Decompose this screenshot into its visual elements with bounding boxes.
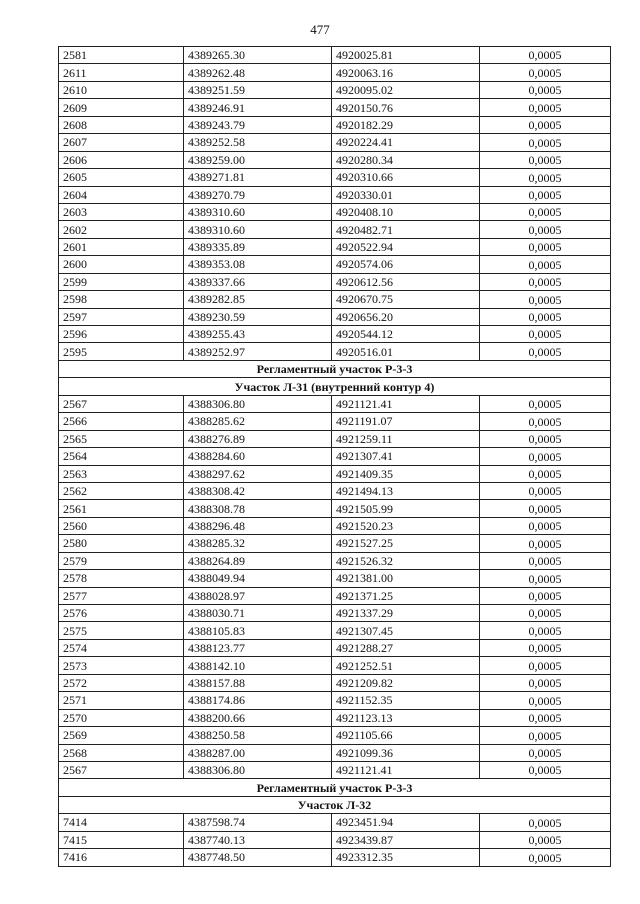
accuracy-cell: 0,0005 [480, 727, 611, 744]
x-coordinate-cell: 4389335.89 [184, 238, 332, 255]
y-coordinate-cell: 4920063.16 [332, 64, 480, 81]
x-coordinate-cell: 4389252.58 [184, 134, 332, 151]
table-row [59, 482, 611, 499]
table-row [59, 308, 611, 325]
point-number-cell: 7415 [59, 831, 184, 848]
point-number-cell: 2581 [59, 47, 184, 64]
accuracy-cell: 0,0005 [480, 256, 611, 273]
accuracy-cell: 0,0005 [480, 639, 611, 656]
y-coordinate-cell: 4921505.99 [332, 500, 480, 517]
x-coordinate-cell: 4389282.85 [184, 291, 332, 308]
point-number-cell: 2562 [59, 482, 184, 499]
table-row [59, 343, 611, 360]
y-coordinate-cell: 4921381.00 [332, 570, 480, 587]
point-number-cell: 2575 [59, 622, 184, 639]
x-coordinate-cell: 4389243.79 [184, 116, 332, 133]
point-number-cell: 2569 [59, 727, 184, 744]
y-coordinate-cell: 4920095.02 [332, 81, 480, 98]
y-coordinate-cell: 4920150.76 [332, 99, 480, 116]
accuracy-cell: 0,0005 [480, 273, 611, 290]
y-coordinate-cell: 4921191.07 [332, 413, 480, 430]
y-coordinate-cell: 4921520.23 [332, 517, 480, 534]
x-coordinate-cell: 4388296.48 [184, 517, 332, 534]
accuracy-cell: 0,0005 [480, 674, 611, 691]
point-number-cell: 2606 [59, 151, 184, 168]
point-number-cell: 2571 [59, 692, 184, 709]
y-coordinate-cell: 4921409.35 [332, 465, 480, 482]
x-coordinate-cell: 4389270.79 [184, 186, 332, 203]
accuracy-cell: 0,0005 [480, 238, 611, 255]
x-coordinate-cell: 4389337.66 [184, 273, 332, 290]
table-row [59, 203, 611, 220]
accuracy-cell: 0,0005 [480, 169, 611, 186]
y-coordinate-cell: 4921105.66 [332, 727, 480, 744]
point-number-cell: 2567 [59, 761, 184, 778]
point-number-cell: 7416 [59, 849, 184, 866]
x-coordinate-cell: 4388105.83 [184, 622, 332, 639]
accuracy-cell: 0,0005 [480, 605, 611, 622]
point-number-cell: 2604 [59, 186, 184, 203]
x-coordinate-cell: 4388287.00 [184, 744, 332, 761]
accuracy-cell: 0,0005 [480, 395, 611, 412]
section-header-row [59, 378, 611, 395]
y-coordinate-cell: 4920544.12 [332, 326, 480, 343]
table-row [59, 570, 611, 587]
table-row [59, 186, 611, 203]
y-coordinate-cell: 4921288.27 [332, 639, 480, 656]
y-coordinate-cell: 4921494.13 [332, 482, 480, 499]
point-number-cell: 2602 [59, 221, 184, 238]
y-coordinate-cell: 4921121.41 [332, 395, 480, 412]
y-coordinate-cell: 4921337.29 [332, 605, 480, 622]
table-row [59, 238, 611, 255]
x-coordinate-cell: 4388308.42 [184, 482, 332, 499]
table-row [59, 413, 611, 430]
table-row [59, 273, 611, 290]
y-coordinate-cell: 4923312.35 [332, 849, 480, 866]
point-number-cell: 2565 [59, 430, 184, 447]
point-number-cell: 2610 [59, 81, 184, 98]
table-row [59, 639, 611, 656]
accuracy-cell: 0,0005 [480, 535, 611, 552]
y-coordinate-cell: 4921371.25 [332, 587, 480, 604]
table-row [59, 291, 611, 308]
table-row [59, 47, 611, 64]
section-header-row [59, 796, 611, 813]
accuracy-cell: 0,0005 [480, 552, 611, 569]
accuracy-cell: 0,0005 [480, 831, 611, 848]
table-row [59, 831, 611, 848]
accuracy-cell: 0,0005 [480, 744, 611, 761]
x-coordinate-cell: 4388308.78 [184, 500, 332, 517]
accuracy-cell: 0,0005 [480, 326, 611, 343]
accuracy-cell: 0,0005 [480, 134, 611, 151]
accuracy-cell: 0,0005 [480, 849, 611, 866]
y-coordinate-cell: 4923451.94 [332, 814, 480, 831]
table-row [59, 727, 611, 744]
y-coordinate-cell: 4920224.41 [332, 134, 480, 151]
x-coordinate-cell: 4389310.60 [184, 203, 332, 220]
accuracy-cell: 0,0005 [480, 221, 611, 238]
point-number-cell: 2560 [59, 517, 184, 534]
accuracy-cell: 0,0005 [480, 203, 611, 220]
accuracy-cell: 0,0005 [480, 657, 611, 674]
x-coordinate-cell: 4388174.86 [184, 692, 332, 709]
accuracy-cell: 0,0005 [480, 570, 611, 587]
x-coordinate-cell: 4389271.81 [184, 169, 332, 186]
table-row [59, 256, 611, 273]
y-coordinate-cell: 4921307.45 [332, 622, 480, 639]
table-row [59, 500, 611, 517]
accuracy-cell: 0,0005 [480, 482, 611, 499]
x-coordinate-cell: 4389265.30 [184, 47, 332, 64]
x-coordinate-cell: 4389262.48 [184, 64, 332, 81]
table-row [59, 744, 611, 761]
point-number-cell: 2595 [59, 343, 184, 360]
table-row [59, 709, 611, 726]
point-number-cell: 2598 [59, 291, 184, 308]
y-coordinate-cell: 4920310.66 [332, 169, 480, 186]
y-coordinate-cell: 4920025.81 [332, 47, 480, 64]
point-number-cell: 2607 [59, 134, 184, 151]
x-coordinate-cell: 4388264.89 [184, 552, 332, 569]
point-number-cell: 2577 [59, 587, 184, 604]
accuracy-cell: 0,0005 [480, 709, 611, 726]
point-number-cell: 2578 [59, 570, 184, 587]
point-number-cell: 2561 [59, 500, 184, 517]
table-row [59, 465, 611, 482]
table-row [59, 99, 611, 116]
section-header-row [59, 779, 611, 796]
table-row [59, 169, 611, 186]
point-number-cell: 2597 [59, 308, 184, 325]
y-coordinate-cell: 4920516.01 [332, 343, 480, 360]
point-number-cell: 2580 [59, 535, 184, 552]
accuracy-cell: 0,0005 [480, 47, 611, 64]
x-coordinate-cell: 4388285.32 [184, 535, 332, 552]
y-coordinate-cell: 4921307.41 [332, 448, 480, 465]
section-header-cell: Регламентный участок Р-3-3 [59, 779, 611, 796]
point-number-cell: 2600 [59, 256, 184, 273]
y-coordinate-cell: 4921259.11 [332, 430, 480, 447]
y-coordinate-cell: 4920656.20 [332, 308, 480, 325]
section-header-row [59, 360, 611, 377]
accuracy-cell: 0,0005 [480, 116, 611, 133]
point-number-cell: 2567 [59, 395, 184, 412]
x-coordinate-cell: 4388297.62 [184, 465, 332, 482]
table-row [59, 587, 611, 604]
point-number-cell: 2566 [59, 413, 184, 430]
y-coordinate-cell: 4920280.34 [332, 151, 480, 168]
x-coordinate-cell: 4388306.80 [184, 761, 332, 778]
accuracy-cell: 0,0005 [480, 465, 611, 482]
point-number-cell: 2596 [59, 326, 184, 343]
y-coordinate-cell: 4921526.32 [332, 552, 480, 569]
table-row [59, 814, 611, 831]
coordinates-table [58, 46, 611, 867]
point-number-cell: 2568 [59, 744, 184, 761]
accuracy-cell: 0,0005 [480, 64, 611, 81]
y-coordinate-cell: 4920670.75 [332, 291, 480, 308]
accuracy-cell: 0,0005 [480, 622, 611, 639]
accuracy-cell: 0,0005 [480, 308, 611, 325]
accuracy-cell: 0,0005 [480, 692, 611, 709]
table-row [59, 81, 611, 98]
table-row [59, 674, 611, 691]
table-row [59, 517, 611, 534]
x-coordinate-cell: 4389310.60 [184, 221, 332, 238]
y-coordinate-cell: 4921099.36 [332, 744, 480, 761]
point-number-cell: 2609 [59, 99, 184, 116]
y-coordinate-cell: 4920482.71 [332, 221, 480, 238]
x-coordinate-cell: 4388049.94 [184, 570, 332, 587]
y-coordinate-cell: 4920522.94 [332, 238, 480, 255]
y-coordinate-cell: 4921152.35 [332, 692, 480, 709]
y-coordinate-cell: 4921123.13 [332, 709, 480, 726]
table-row [59, 64, 611, 81]
section-header-cell: Участок Л-32 [59, 796, 611, 813]
accuracy-cell: 0,0005 [480, 343, 611, 360]
table-row [59, 326, 611, 343]
x-coordinate-cell: 4389255.43 [184, 326, 332, 343]
point-number-cell: 2579 [59, 552, 184, 569]
accuracy-cell: 0,0005 [480, 448, 611, 465]
table-row [59, 116, 611, 133]
table-row [59, 692, 611, 709]
table-row [59, 761, 611, 778]
y-coordinate-cell: 4921209.82 [332, 674, 480, 691]
x-coordinate-cell: 4389230.59 [184, 308, 332, 325]
x-coordinate-cell: 4388030.71 [184, 605, 332, 622]
point-number-cell: 2573 [59, 657, 184, 674]
table-row [59, 605, 611, 622]
x-coordinate-cell: 4388142.10 [184, 657, 332, 674]
accuracy-cell: 0,0005 [480, 587, 611, 604]
y-coordinate-cell: 4920330.01 [332, 186, 480, 203]
y-coordinate-cell: 4921527.25 [332, 535, 480, 552]
accuracy-cell: 0,0005 [480, 186, 611, 203]
point-number-cell: 2611 [59, 64, 184, 81]
accuracy-cell: 0,0005 [480, 413, 611, 430]
point-number-cell: 2564 [59, 448, 184, 465]
table-row [59, 849, 611, 866]
table-row [59, 395, 611, 412]
y-coordinate-cell: 4920182.29 [332, 116, 480, 133]
table-row [59, 151, 611, 168]
x-coordinate-cell: 4388200.66 [184, 709, 332, 726]
accuracy-cell: 0,0005 [480, 99, 611, 116]
point-number-cell: 2572 [59, 674, 184, 691]
table-row [59, 448, 611, 465]
y-coordinate-cell: 4921121.41 [332, 761, 480, 778]
x-coordinate-cell: 4388306.80 [184, 395, 332, 412]
x-coordinate-cell: 4388276.89 [184, 430, 332, 447]
accuracy-cell: 0,0005 [480, 151, 611, 168]
y-coordinate-cell: 4920408.10 [332, 203, 480, 220]
point-number-cell: 2576 [59, 605, 184, 622]
y-coordinate-cell: 4921252.51 [332, 657, 480, 674]
x-coordinate-cell: 4389259.00 [184, 151, 332, 168]
accuracy-cell: 0,0005 [480, 430, 611, 447]
accuracy-cell: 0,0005 [480, 291, 611, 308]
table-row [59, 221, 611, 238]
x-coordinate-cell: 4387748.50 [184, 849, 332, 866]
x-coordinate-cell: 4389252.97 [184, 343, 332, 360]
x-coordinate-cell: 4388123.77 [184, 639, 332, 656]
x-coordinate-cell: 4388285.62 [184, 413, 332, 430]
x-coordinate-cell: 4389246.91 [184, 99, 332, 116]
point-number-cell: 2599 [59, 273, 184, 290]
x-coordinate-cell: 4389353.08 [184, 256, 332, 273]
point-number-cell: 2570 [59, 709, 184, 726]
point-number-cell: 7414 [59, 814, 184, 831]
table-row [59, 535, 611, 552]
x-coordinate-cell: 4388157.88 [184, 674, 332, 691]
point-number-cell: 2563 [59, 465, 184, 482]
table-row [59, 552, 611, 569]
accuracy-cell: 0,0005 [480, 517, 611, 534]
table-row [59, 134, 611, 151]
point-number-cell: 2574 [59, 639, 184, 656]
x-coordinate-cell: 4388284.60 [184, 448, 332, 465]
table-row [59, 622, 611, 639]
x-coordinate-cell: 4389251.59 [184, 81, 332, 98]
point-number-cell: 2603 [59, 203, 184, 220]
x-coordinate-cell: 4387740.13 [184, 831, 332, 848]
section-header-cell: Регламентный участок Р-3-3 [59, 360, 611, 377]
accuracy-cell: 0,0005 [480, 81, 611, 98]
section-header-cell: Участок Л-31 (внутренний контур 4) [59, 378, 611, 395]
x-coordinate-cell: 4387598.74 [184, 814, 332, 831]
x-coordinate-cell: 4388028.97 [184, 587, 332, 604]
accuracy-cell: 0,0005 [480, 500, 611, 517]
point-number-cell: 2601 [59, 238, 184, 255]
point-number-cell: 2605 [59, 169, 184, 186]
accuracy-cell: 0,0005 [480, 761, 611, 778]
table-row [59, 430, 611, 447]
page-number: 477 [310, 22, 330, 37]
y-coordinate-cell: 4920574.06 [332, 256, 480, 273]
y-coordinate-cell: 4923439.87 [332, 831, 480, 848]
y-coordinate-cell: 4920612.56 [332, 273, 480, 290]
table-row [59, 657, 611, 674]
accuracy-cell: 0,0005 [480, 814, 611, 831]
point-number-cell: 2608 [59, 116, 184, 133]
x-coordinate-cell: 4388250.58 [184, 727, 332, 744]
coordinates-table-body [59, 47, 611, 867]
